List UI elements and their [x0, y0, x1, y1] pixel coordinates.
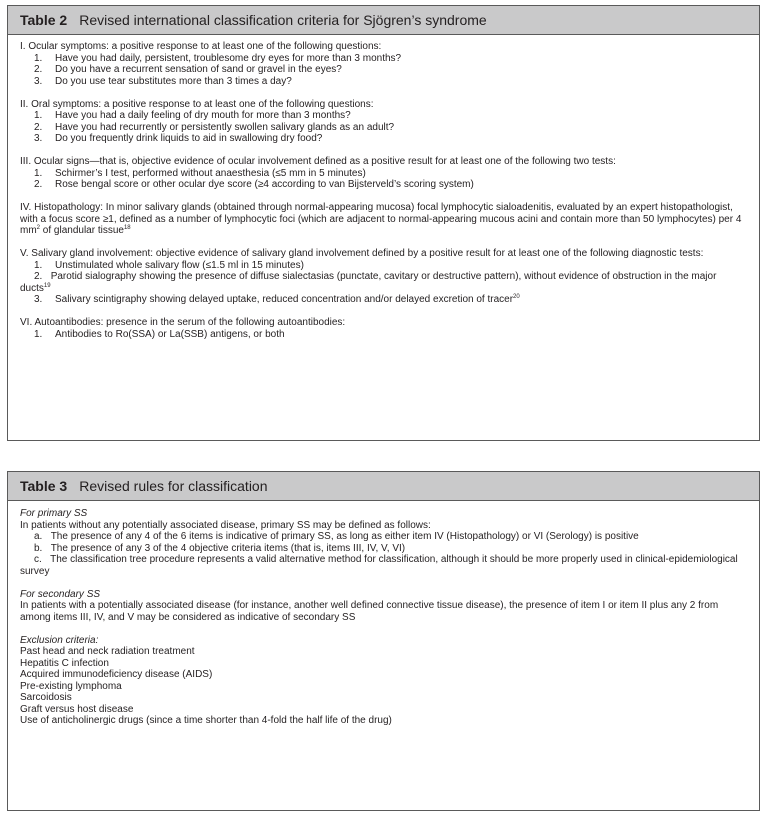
section-salivary-gland: [20, 248, 747, 306]
table-3-header: [8, 472, 759, 501]
section-exclusion: [20, 635, 747, 727]
list-item: 2. Rose bengal score or other ocular dye score (≥4 according to van Bijsterveld’s scoring system): [34, 179, 474, 190]
section-heading: II. Oral symptoms: a positive response to at least one of the following questions:: [20, 98, 374, 110]
list-item: Sarcoidosis: [20, 692, 72, 703]
list-item: Pre-existing lymphoma: [20, 680, 122, 692]
section-ocular-signs: [20, 156, 747, 191]
list-item: 2. Have you had recurrently or persistently swollen salivary glands as an adult?: [34, 121, 395, 133]
list-item: 3. Salivary scintigraphy showing delayed uptake, reduced concentration and/or delayed excretion of tracer$^{20}$: [34, 294, 520, 305]
list-item: a. The presence of any 4 of the 6 items is indicative of primary SS, as long as either item IV (Histopathology) or VI (Serology) is positive: [34, 531, 639, 542]
list-item: 2. Do you have a recurrent sensation of sand or gravel in the eyes?: [34, 64, 342, 75]
section-intro: In patients without any potentially associated disease, primary SS may be defined as follows:: [20, 519, 431, 531]
list-item: Acquired immunodeficiency disease (AIDS): [20, 669, 213, 680]
section-heading: III. Ocular signs—that is, objective evidence of ocular involvement defined as a positive result for at least one of the following two tests:: [20, 156, 616, 167]
list-item: c. The classification tree procedure represents a valid alternative method for classification, although it should be more properly used in clinical-epidemiological survey: [20, 554, 738, 577]
list-item: 2. Parotid sialography showing the presence of diffuse sialectasias (punctate, cavitary or destructive pattern), without evidence of obstruction in the major ducts$^{19}$: [20, 271, 717, 294]
section-text: In patients with a potentially associated disease (for instance, another well defined connective tissue disease), the presence of item I or item II plus any 2 from among items III, IV, and V may be considered as indicative of secondary SS: [20, 600, 719, 623]
section-heading: V. Salivary gland involvement: objective evidence of salivary gland involvement defined by a positive result for at least one of the following diagnostic tests:: [20, 248, 704, 259]
list-item: Past head and neck radiation treatment: [20, 646, 195, 657]
section-heading: VI. Autoantibodies: presence in the serum of the following autoantibodies:: [20, 317, 346, 328]
section-histopathology: [20, 202, 747, 237]
section-primary-ss: [20, 508, 747, 577]
table-3-title: Revised rules for classification: [79, 478, 268, 494]
section-ocular-symptoms: [20, 41, 747, 87]
section-heading: Exclusion criteria:: [20, 634, 99, 646]
list-item: 1. Unstimulated whole salivary flow (≤1.5 ml in 15 minutes): [34, 259, 304, 271]
section-heading: IV. Histopathology: In minor salivary glands (obtained through normal-appearing mucosa) focal lymphocytic sialoadenitis, evaluated by an expert histopathologist, with a focus score ≥1, defined as a number of lymphocytic foci (which are adjacent to normal-appearing mucous acini and contain more than 50 lymphocytes) per 4 $mm^2$ of glandular tissue$^{18}$: [20, 202, 742, 236]
table-2-label: Table 2: [20, 12, 68, 28]
list-item: 1. Have you had daily, persistent, troublesome dry eyes for more than 3 months?: [34, 52, 402, 64]
section-heading: I. Ocular symptoms: a positive response to at least one of the following questions:: [20, 41, 382, 52]
section-oral-symptoms: [20, 99, 747, 145]
list-item: 3. Do you frequently drink liquids to aid in swallowing dry food?: [34, 133, 323, 144]
section-autoantibodies: [20, 317, 747, 340]
table-2: [7, 5, 760, 441]
table-2-title: Revised international classification criteria for Sjögren’s syndrome: [79, 12, 487, 28]
table-3-body: [8, 501, 759, 727]
list-item: 3. Do you use tear substitutes more than 3 times a day?: [34, 75, 292, 87]
section-heading: For secondary SS: [20, 588, 101, 600]
list-item: b. The presence of any 3 of the 4 objective criteria items (that is, items III, IV, V, VI): [34, 542, 406, 554]
list-item: Use of anticholinergic drugs (since a time shorter than 4-fold the half life of the drug): [20, 715, 392, 726]
list-item: 1. Antibodies to Ro(SSA) or La(SSB) antigens, or both: [34, 328, 285, 340]
list-item: Hepatitis C infection: [20, 657, 109, 669]
table-3-label: Table 3: [20, 478, 68, 494]
list-item: 1. Schirmer’s I test, performed without anaesthesia (≤5 mm in 5 minutes): [34, 167, 366, 179]
section-secondary-ss: [20, 589, 747, 624]
list-item: 1. Have you had a daily feeling of dry mouth for more than 3 months?: [34, 110, 351, 121]
table-2-body: [8, 35, 759, 340]
table-2-header: [8, 6, 759, 35]
table-3: [7, 471, 760, 811]
list-item: Graft versus host disease: [20, 703, 134, 715]
section-heading: For primary SS: [20, 508, 88, 519]
